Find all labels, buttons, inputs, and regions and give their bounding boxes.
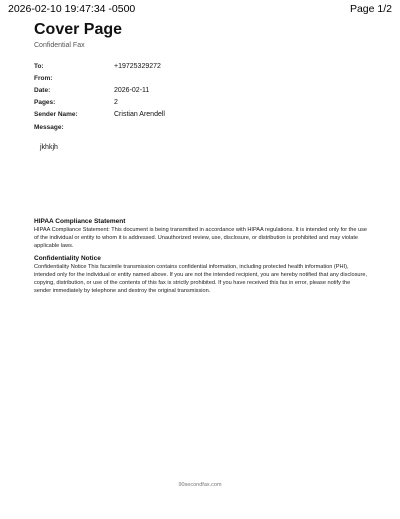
field-value-to: +19725329272 xyxy=(114,62,161,70)
hipaa-text: HIPAA Compliance Statement: This document is being transmitted in accordance with HIPAA regulations. It is intended only for the use of the individual or entity to whom it is addressed. Unauthorized review, use, disclosure, or distribution is prohibited and may violate applicable laws. xyxy=(34,227,368,249)
field-label: Date: xyxy=(34,86,51,94)
field-row-date xyxy=(34,84,354,96)
field-label: To: xyxy=(34,62,44,70)
page-number: Page 1/2 xyxy=(349,3,392,15)
field-value-pages: 2 xyxy=(114,99,118,107)
page-title: Cover Page xyxy=(34,21,123,38)
field-row-from xyxy=(34,72,354,84)
confidentiality-text: Confidentiality Notice This facsimile transmission contains confidential information, including protected health information (PHI), intended only for the individual or entity named above. If you are not the intended recipient, you are hereby notified that any disclosure, copying, distribution, or use of the contents of this fax is strictly prohibited. If you have received this fax in error, please notify the sender immediately by telephone and destroy the original transmission. xyxy=(34,264,368,294)
confidentiality-heading: Confidentiality Notice xyxy=(34,255,101,263)
compliance-notices xyxy=(34,218,368,301)
footer-brand: 90secondfax.com xyxy=(178,482,222,488)
field-value-date: 2026-02-11 xyxy=(114,86,150,94)
field-value-sender: Cristian Arendell xyxy=(114,111,165,119)
message-body: jkhkjh xyxy=(40,144,58,151)
fax-timestamp: 2026-02-10 19:47:34 -0500 xyxy=(8,3,136,15)
field-label: Pages: xyxy=(34,99,56,107)
field-row-pages xyxy=(34,97,354,109)
field-row-sender xyxy=(34,109,354,121)
hipaa-heading: HIPAA Compliance Statement xyxy=(34,218,126,225)
cover-fields xyxy=(34,60,354,121)
field-label: Sender Name: xyxy=(34,111,78,119)
page-subtitle: Confidential Fax xyxy=(34,42,85,49)
field-label: From: xyxy=(34,74,53,82)
field-row-to xyxy=(34,60,354,72)
message-label: Message: xyxy=(34,124,64,131)
